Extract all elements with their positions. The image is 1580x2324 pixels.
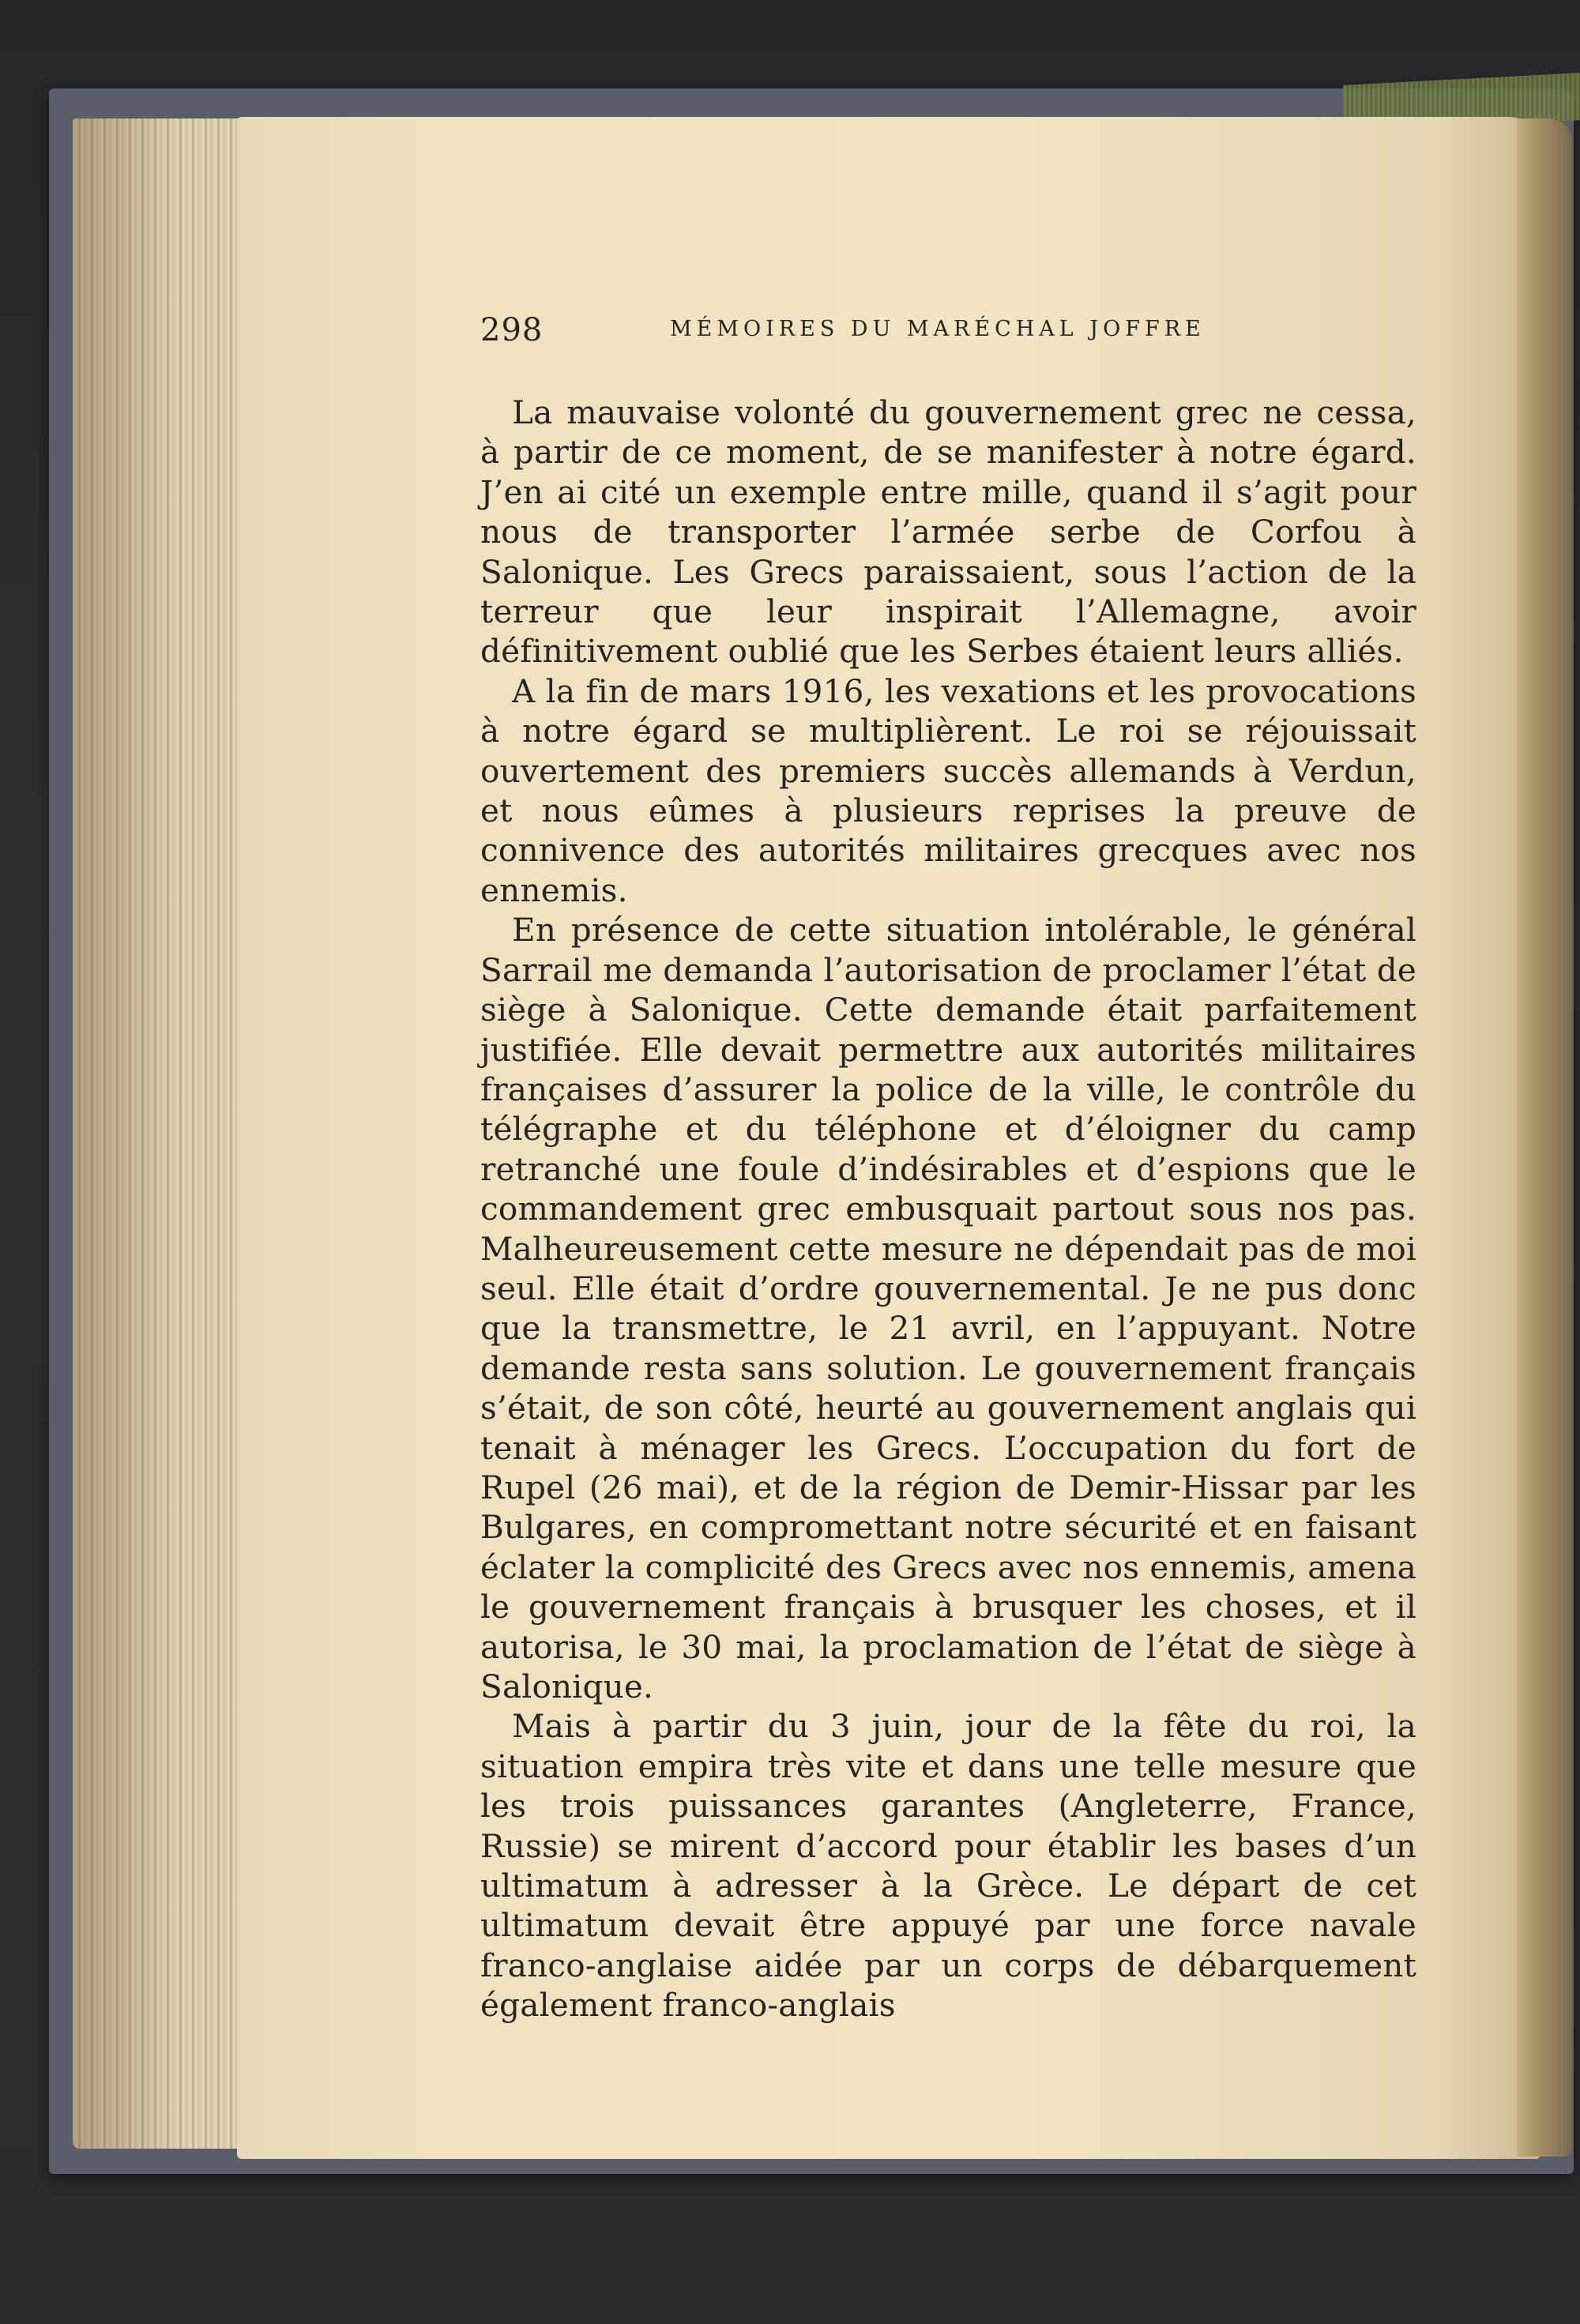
page-stack-shadow [73, 118, 254, 2149]
page-text-block [480, 312, 1416, 2025]
page-number: 298 [480, 312, 544, 348]
running-head [480, 312, 1416, 359]
paragraph: Mais à partir du 3 juin, jour de la fête du roi, la situation empira très vite et dans une telle mesure que les trois puissances garantes (Angleterre, France, Russie) se mirent d’accord pour établir les bases d’un ultimatum à adresser à la Grèce. Le départ de cet ultimatum devait être appuyé par une force navale franco-anglaise aidée par un corps de débarquement également franco-anglais [480, 1707, 1416, 2025]
page-gutter [1517, 118, 1572, 2157]
paragraph: La mauvaise volonté du gouvernement grec ne cessa, à partir de ce moment, de se manifester à notre égard. J’en ai cité un exemple entre mille, quand il s’agit pour nous de transporter l’armée serbe de Corfou à Salonique. Les Grecs paraissaient, sous l’action de la terreur que leur inspirait l’Allemagne, avoir définitivement oublié que les Serbes étaient leurs alliés. [480, 393, 1416, 671]
paragraph: En présence de cette situation intolérable, le général Sarrail me demanda l’autorisation de proclamer l’état de siège à Salonique. Cette demande était parfaitement justifiée. Elle devait permettre aux autorités militaires françaises d’assurer la police de la ville, le contrôle du télégraphe et du téléphone et d’éloigner du camp retranché une foule d’indésirables et d’espions que le commandement grec embusquait partout sous nos pas. Malheureusement cette mesure ne dépendait pas de moi seul. Elle était d’ordre gouvernemental. Je ne pus donc que la transmettre, le 21 avril, en l’appuyant. Notre demande resta sans solution. Le gouvernement français s’était, de son côté, heurté au gouvernement anglais qui tenait à ménager les Grecs. L’occupation du fort de Rupel (26 mai), et de la région de Demir-Hissar par les Bulgares, en compromettant notre sécurité et en faisant éclater la complicité des Grecs avec nos ennemis, amena le gouvernement français à brusquer les choses, et il autorisa, le 30 mai, la proclamation de l’état de siège à Salonique. [480, 911, 1416, 1705]
running-title: MÉMOIRES DU MARÉCHAL JOFFRE [670, 317, 1206, 341]
body-text [480, 393, 1416, 2025]
paragraph: A la fin de mars 1916, les vexations et les provocations à notre égard se multiplièrent. Le roi se réjouissait ouvertement des premiers succès allemands à Verdun, et nous eûmes à plusieurs reprises la preuve de connivence des autorités militaires grecques avec nos ennemis. [480, 671, 1416, 909]
